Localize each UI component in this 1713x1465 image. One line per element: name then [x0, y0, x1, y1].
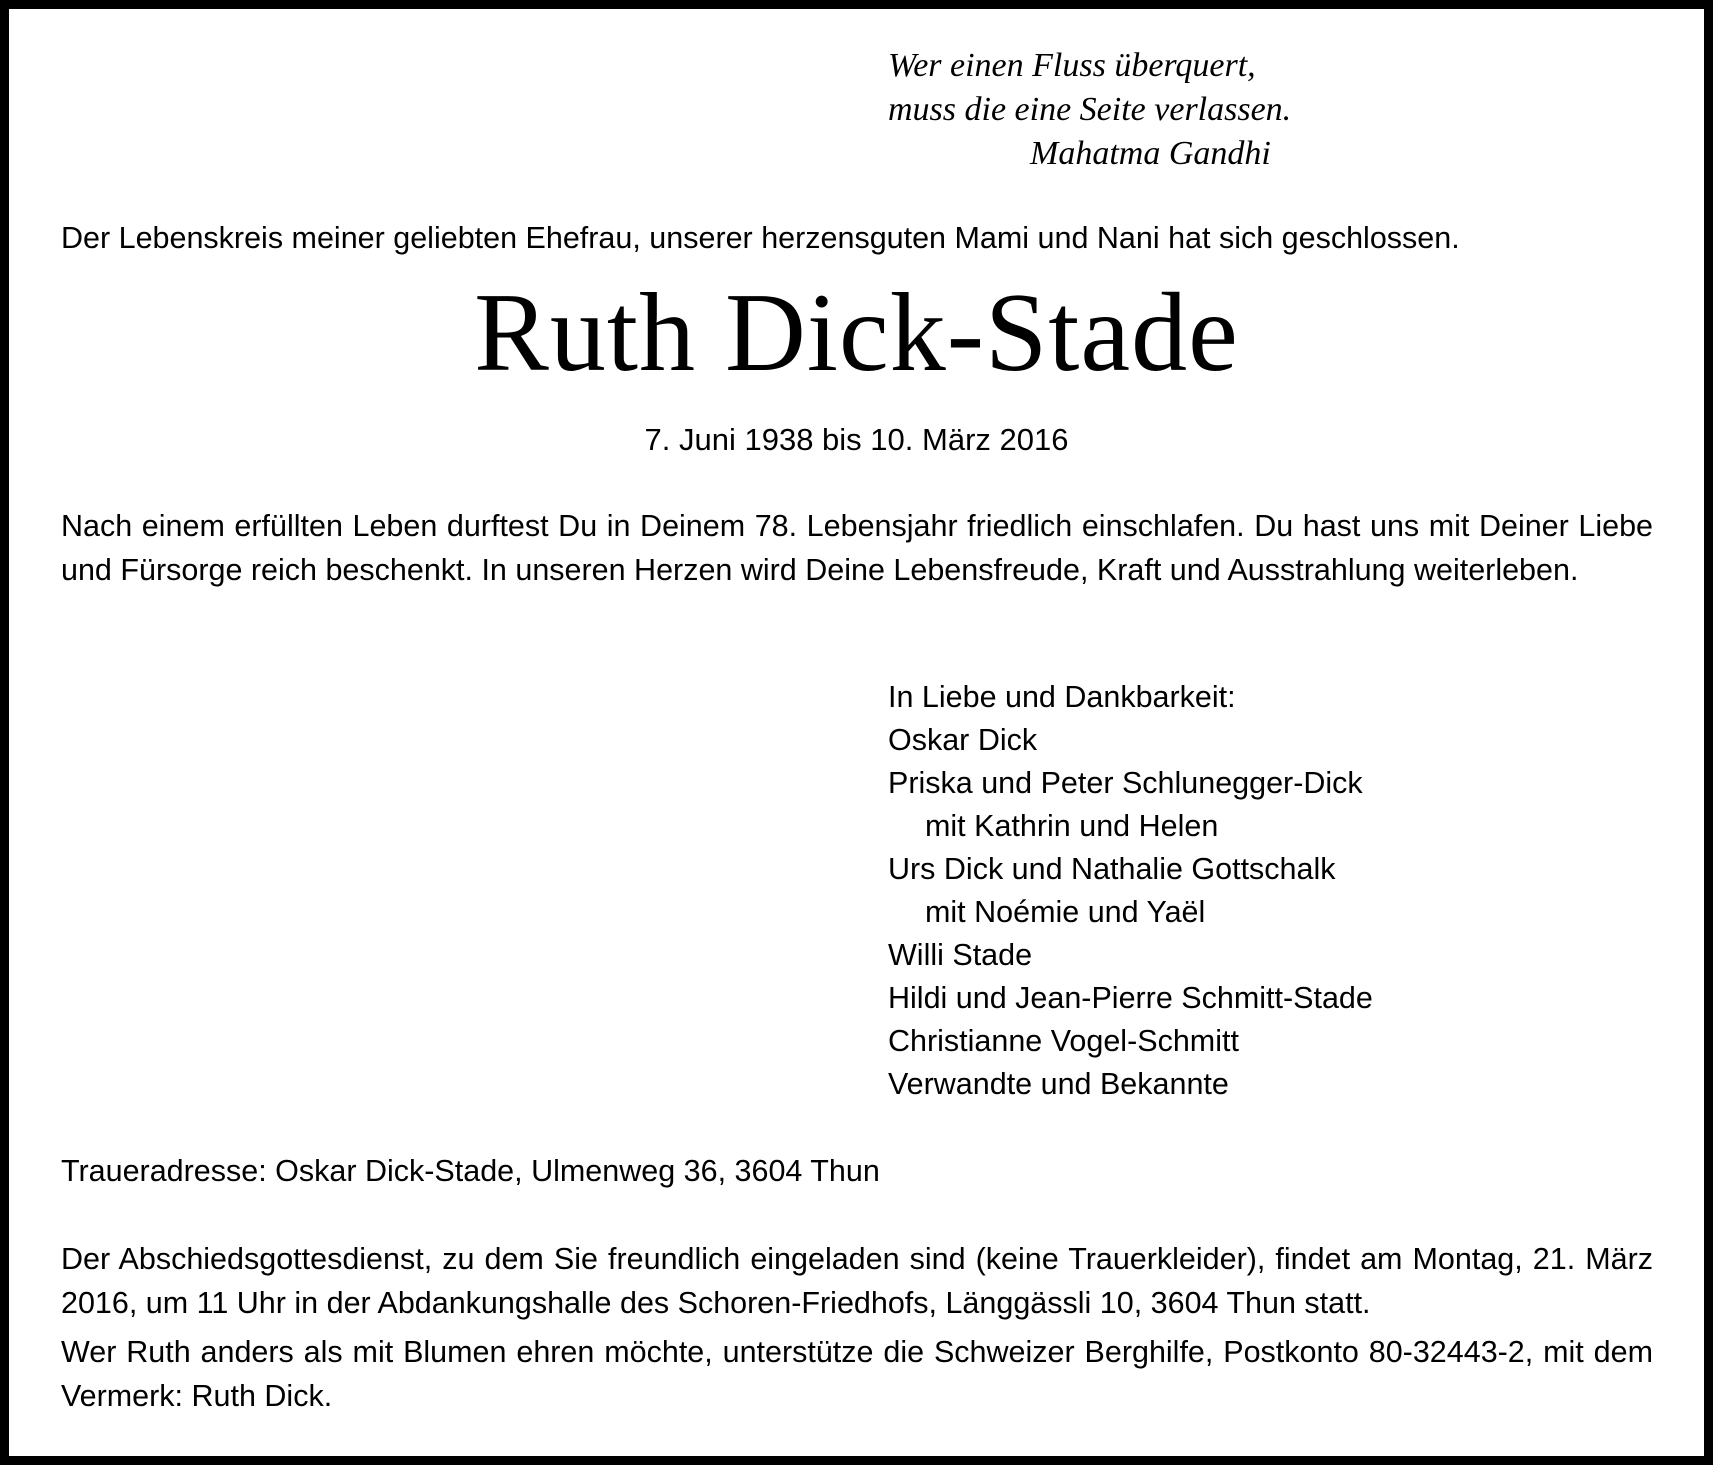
mourner-item: Verwandte und Bekannte — [888, 1067, 1229, 1101]
quote-line-2: muss die eine Seite verlassen. — [888, 91, 1292, 128]
intro-text: Der Lebenskreis meiner geliebten Ehefrau, unserer herzensguten Mami und Nani hat sich geschlossen. — [61, 221, 1460, 255]
mourners-heading: In Liebe und Dankbarkeit: — [888, 680, 1236, 714]
service-announcement: Der Abschiedsgottesdienst, zu dem Sie freundlich eingeladen sind (keine Trauerkleider), findet am Montag, 21. März 2016, um 11 Uhr in der Abdankungshalle des Schoren-Friedhofs, Länggässli 10, 3604 Thun statt. — [61, 1242, 1653, 1320]
mourner-item: Willi Stade — [888, 938, 1033, 972]
quote-author: Mahatma Gandhi — [1030, 135, 1271, 172]
mourner-item: mit Kathrin und Helen — [925, 809, 1219, 843]
mourner-item: mit Noémie und Yaël — [925, 895, 1206, 929]
mourner-item: Urs Dick und Nathalie Gottschalk — [888, 852, 1336, 886]
quote-block — [888, 44, 1348, 176]
farewell-paragraph: Nach einem erfüllten Leben durftest Du in Deinem 78. Lebensjahr friedlich einschlafen. Du hast uns mit Deiner Liebe und Fürsorge reich beschenkt. In unseren Herzen wird Deine Lebensfreude, Kraft und Ausstrahlung weiterleben. — [61, 509, 1653, 587]
life-dates: 7. Juni 1938 bis 10. März 2016 — [644, 422, 1069, 457]
mourners-list — [888, 676, 1373, 1106]
quote-line-1: Wer einen Fluss überquert, — [888, 47, 1256, 84]
mourner-item: Priska und Peter Schlunegger-Dick — [888, 766, 1363, 800]
mourner-item: Hildi und Jean-Pierre Schmitt-Stade — [888, 981, 1373, 1015]
mourner-item: Christianne Vogel-Schmitt — [888, 1024, 1239, 1058]
deceased-name: Ruth Dick-Stade — [474, 271, 1239, 395]
mourning-address: Traueradresse: Oskar Dick-Stade, Ulmenweg 36, 3604 Thun — [61, 1154, 880, 1188]
donation-note: Wer Ruth anders als mit Blumen ehren möchte, unterstütze die Schweizer Berghilfe, Postkonto 80-32443-2, mit dem Vermerk: Ruth Dick. — [61, 1335, 1653, 1413]
mourner-item: Oskar Dick — [888, 723, 1038, 757]
